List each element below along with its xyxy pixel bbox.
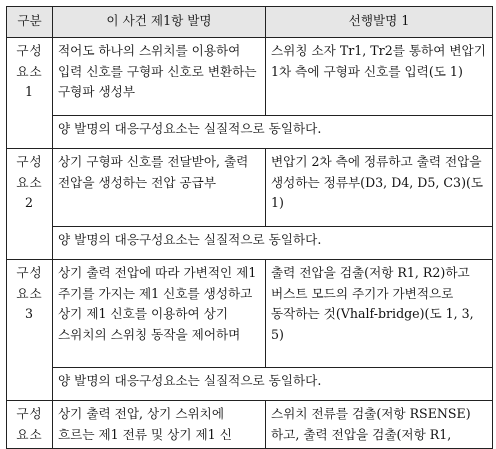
element-label-number: 1 (24, 84, 34, 99)
element-label-number: 3 (24, 306, 34, 321)
element-label (7, 260, 53, 401)
element-label (7, 38, 53, 149)
table-row (7, 38, 493, 116)
prior-art-cell: 출력 전압을 검출(저항 R1, R2)하고 버스트 모드의 주기가 가변적으로 동작하는 것(Vhalf-bridge)(도 1, 3, 5) (266, 260, 493, 368)
summary-row (7, 116, 493, 149)
header-row (7, 7, 493, 38)
summary-cell: 양 발명의 대응구성요소는 실질적으로 동일하다. (53, 116, 493, 149)
element-label-line: 구성 (16, 406, 43, 421)
invention-cell: 상기 구형파 신호를 전달받아, 출력 전압을 생성하는 전압 공급부 (53, 149, 266, 227)
summary-row (7, 227, 493, 260)
header-prior-art: 선행발명 1 (266, 7, 493, 38)
table-row (7, 401, 493, 449)
element-label-number: 2 (24, 195, 34, 210)
element-label (7, 149, 53, 260)
comparison-table (6, 6, 493, 449)
prior-art-cell: 스위칭 소자 Tr1, Tr2를 통하여 변압기 1차 측에 구형파 신호를 입력(도 1) (266, 38, 493, 116)
header-category: 구분 (7, 7, 53, 38)
element-label-line: 요소 (16, 285, 43, 301)
element-label-line: 요소 (16, 426, 43, 442)
element-label (7, 401, 53, 449)
prior-art-cell: 스위치 전류를 검출(저항 RSENSE)하고, 출력 전압을 검출(저항 R1, (266, 401, 493, 449)
summary-cell: 양 발명의 대응구성요소는 실질적으로 동일하다. (53, 227, 493, 260)
header-invention: 이 사건 제1항 발명 (53, 7, 266, 38)
invention-cell: 적어도 하나의 스위치를 이용하여 입력 신호를 구형파 신호로 변환하는 구형파 생성부 (53, 38, 266, 116)
invention-cell: 상기 출력 전압에 따라 가변적인 제1 주기를 가지는 제1 신호를 생성하고 상기 제1 신호를 이용하여 상기 스위치의 스위칭 동작을 제어하며 (53, 260, 266, 368)
table-row (7, 149, 493, 227)
table-row (7, 260, 493, 368)
element-label-line: 구성 (16, 154, 43, 169)
summary-row (7, 368, 493, 401)
element-label-line: 요소 (16, 63, 43, 79)
element-label-line: 구성 (16, 265, 43, 280)
element-label-line: 구성 (16, 43, 43, 58)
summary-cell: 양 발명의 대응구성요소는 실질적으로 동일하다. (53, 368, 493, 401)
prior-art-cell: 변압기 2차 측에 정류하고 출력 전압을 생성하는 정류부(D3, D4, D5, C3)(도 1) (266, 149, 493, 227)
invention-cell: 상기 출력 전압, 상기 스위치에 흐르는 제1 전류 및 상기 제1 신 (53, 401, 266, 449)
element-label-line: 요소 (16, 174, 43, 190)
